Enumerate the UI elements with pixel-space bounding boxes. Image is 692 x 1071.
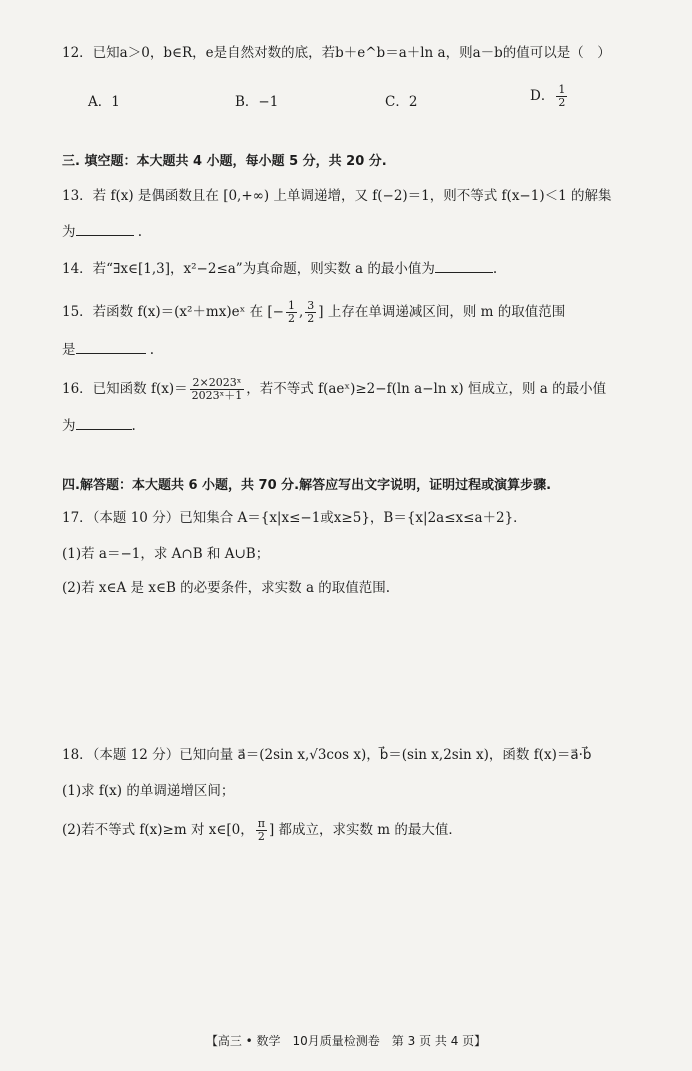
q15-pre: 15．若函数 f(x)＝(x²＋mx)eˣ 在 [− (62, 304, 284, 320)
page-footer: 【高三 • 数学 10月质量检测卷 第 3 页 共 4 页】 (205, 1034, 487, 1048)
q18-part2-fraction (256, 818, 267, 843)
q15-frac-2-den: 2 (307, 312, 315, 325)
q16-frac-num: 2×2023ˣ (190, 377, 245, 390)
q14-line: 14．若“∃x∈[1,3]，x²−2≤a”为真命题，则实数 a 的最小值为 . (62, 261, 498, 277)
q16-fraction (190, 377, 245, 402)
q12-option-d-num: 1 (558, 83, 566, 96)
q13-answer-blank (76, 223, 134, 236)
q13-line1: 13．若 f(x) 是偶函数且在 [0,+∞) 上单调递增，又 f(−2)＝1，则不等式 f(x−1)＜1 的解集 (62, 188, 612, 204)
q16-post: ，若不等式 f(aeˣ)≥2−f(ln a−ln x) 恒成立，则 a 的最小值 (246, 381, 607, 397)
q18-part1: (1)求 f(x) 的单调递增区间； (62, 783, 235, 799)
q16-line2-text: 为 (62, 418, 76, 434)
q12-option-c: C．2 (385, 94, 418, 110)
q16-pre: 16．已知函数 f(x)＝ (62, 381, 188, 397)
q14-text: 14．若“∃x∈[1,3]，x²−2≤a”为真命题，则实数 a 的最小值为 (62, 261, 435, 277)
q18-part2-pre: (2)若不等式 f(x)≥m 对 x∈[0， (62, 822, 254, 838)
q13-line2: 为 . (62, 224, 143, 240)
section-4-title: 四.解答题：本大题共 6 小题，共 70 分.解答应写出文字说明，证明过程或演算步骤. (62, 478, 552, 493)
q12-stem: 12．已知a＞0，b∈R，e是自然对数的底，若b＋e^b＝a＋ln a，则a－b的值可以是（ ） (62, 45, 611, 61)
q13-line2-text: 为 (62, 224, 76, 240)
q18-part2 (62, 818, 462, 843)
q15-frac-1-den: 2 (287, 312, 295, 325)
q15-mid: , (298, 304, 304, 320)
q12-option-d (530, 84, 569, 109)
q17-part1: (1)若 a＝−1，求 A∩B 和 A∪B； (62, 546, 270, 562)
q16-line1 (62, 377, 606, 402)
q15-line1 (62, 300, 565, 325)
q15-frac-1 (286, 300, 297, 325)
q15-frac-2 (305, 300, 316, 325)
q14-answer-blank (435, 260, 493, 273)
q16-frac-den: 2023ˣ＋1 (191, 389, 243, 402)
q12-option-a: A．1 (88, 94, 120, 110)
section-3-title: 三. 填空题：本大题共 4 小题，每小题 5 分，共 20 分. (62, 154, 387, 169)
q17-part2: (2)若 x∈A 是 x∈B 的必要条件，求实数 a 的取值范围. (62, 580, 391, 596)
q16-line2: 为 . (62, 418, 136, 434)
q18-part2-post: ] 都成立，求实数 m 的最大值． (268, 822, 462, 838)
q18-stem: 18．（本题 12 分）已知向量 a⃗＝(2sin x,√3cos x)，b⃗＝(sin x,2sin x)，函数 f(x)＝a⃗·b⃗ (62, 747, 592, 763)
q15-line2: 是 . (62, 342, 155, 358)
q15-frac-2-num: 3 (307, 299, 315, 312)
q12-option-b: B．−1 (235, 94, 279, 110)
q16-answer-blank (76, 417, 132, 430)
q12-option-d-fraction (556, 84, 567, 109)
q15-line2-text: 是 (62, 342, 76, 358)
q15-answer-blank (76, 341, 146, 354)
q17-stem: 17．（本题 10 分）已知集合 A＝{x|x≤−1或x≥5}，B＝{x|2a≤x≤a＋2}． (62, 510, 527, 526)
q12-option-d-label: D． (530, 88, 555, 104)
q15-post: ] 上存在单调递减区间，则 m 的取值范围 (318, 304, 566, 320)
q18-frac-den: 2 (257, 830, 265, 843)
q15-frac-1-num: 1 (287, 299, 295, 312)
q18-frac-num: π (257, 817, 265, 830)
q12-option-d-den: 2 (558, 96, 566, 109)
